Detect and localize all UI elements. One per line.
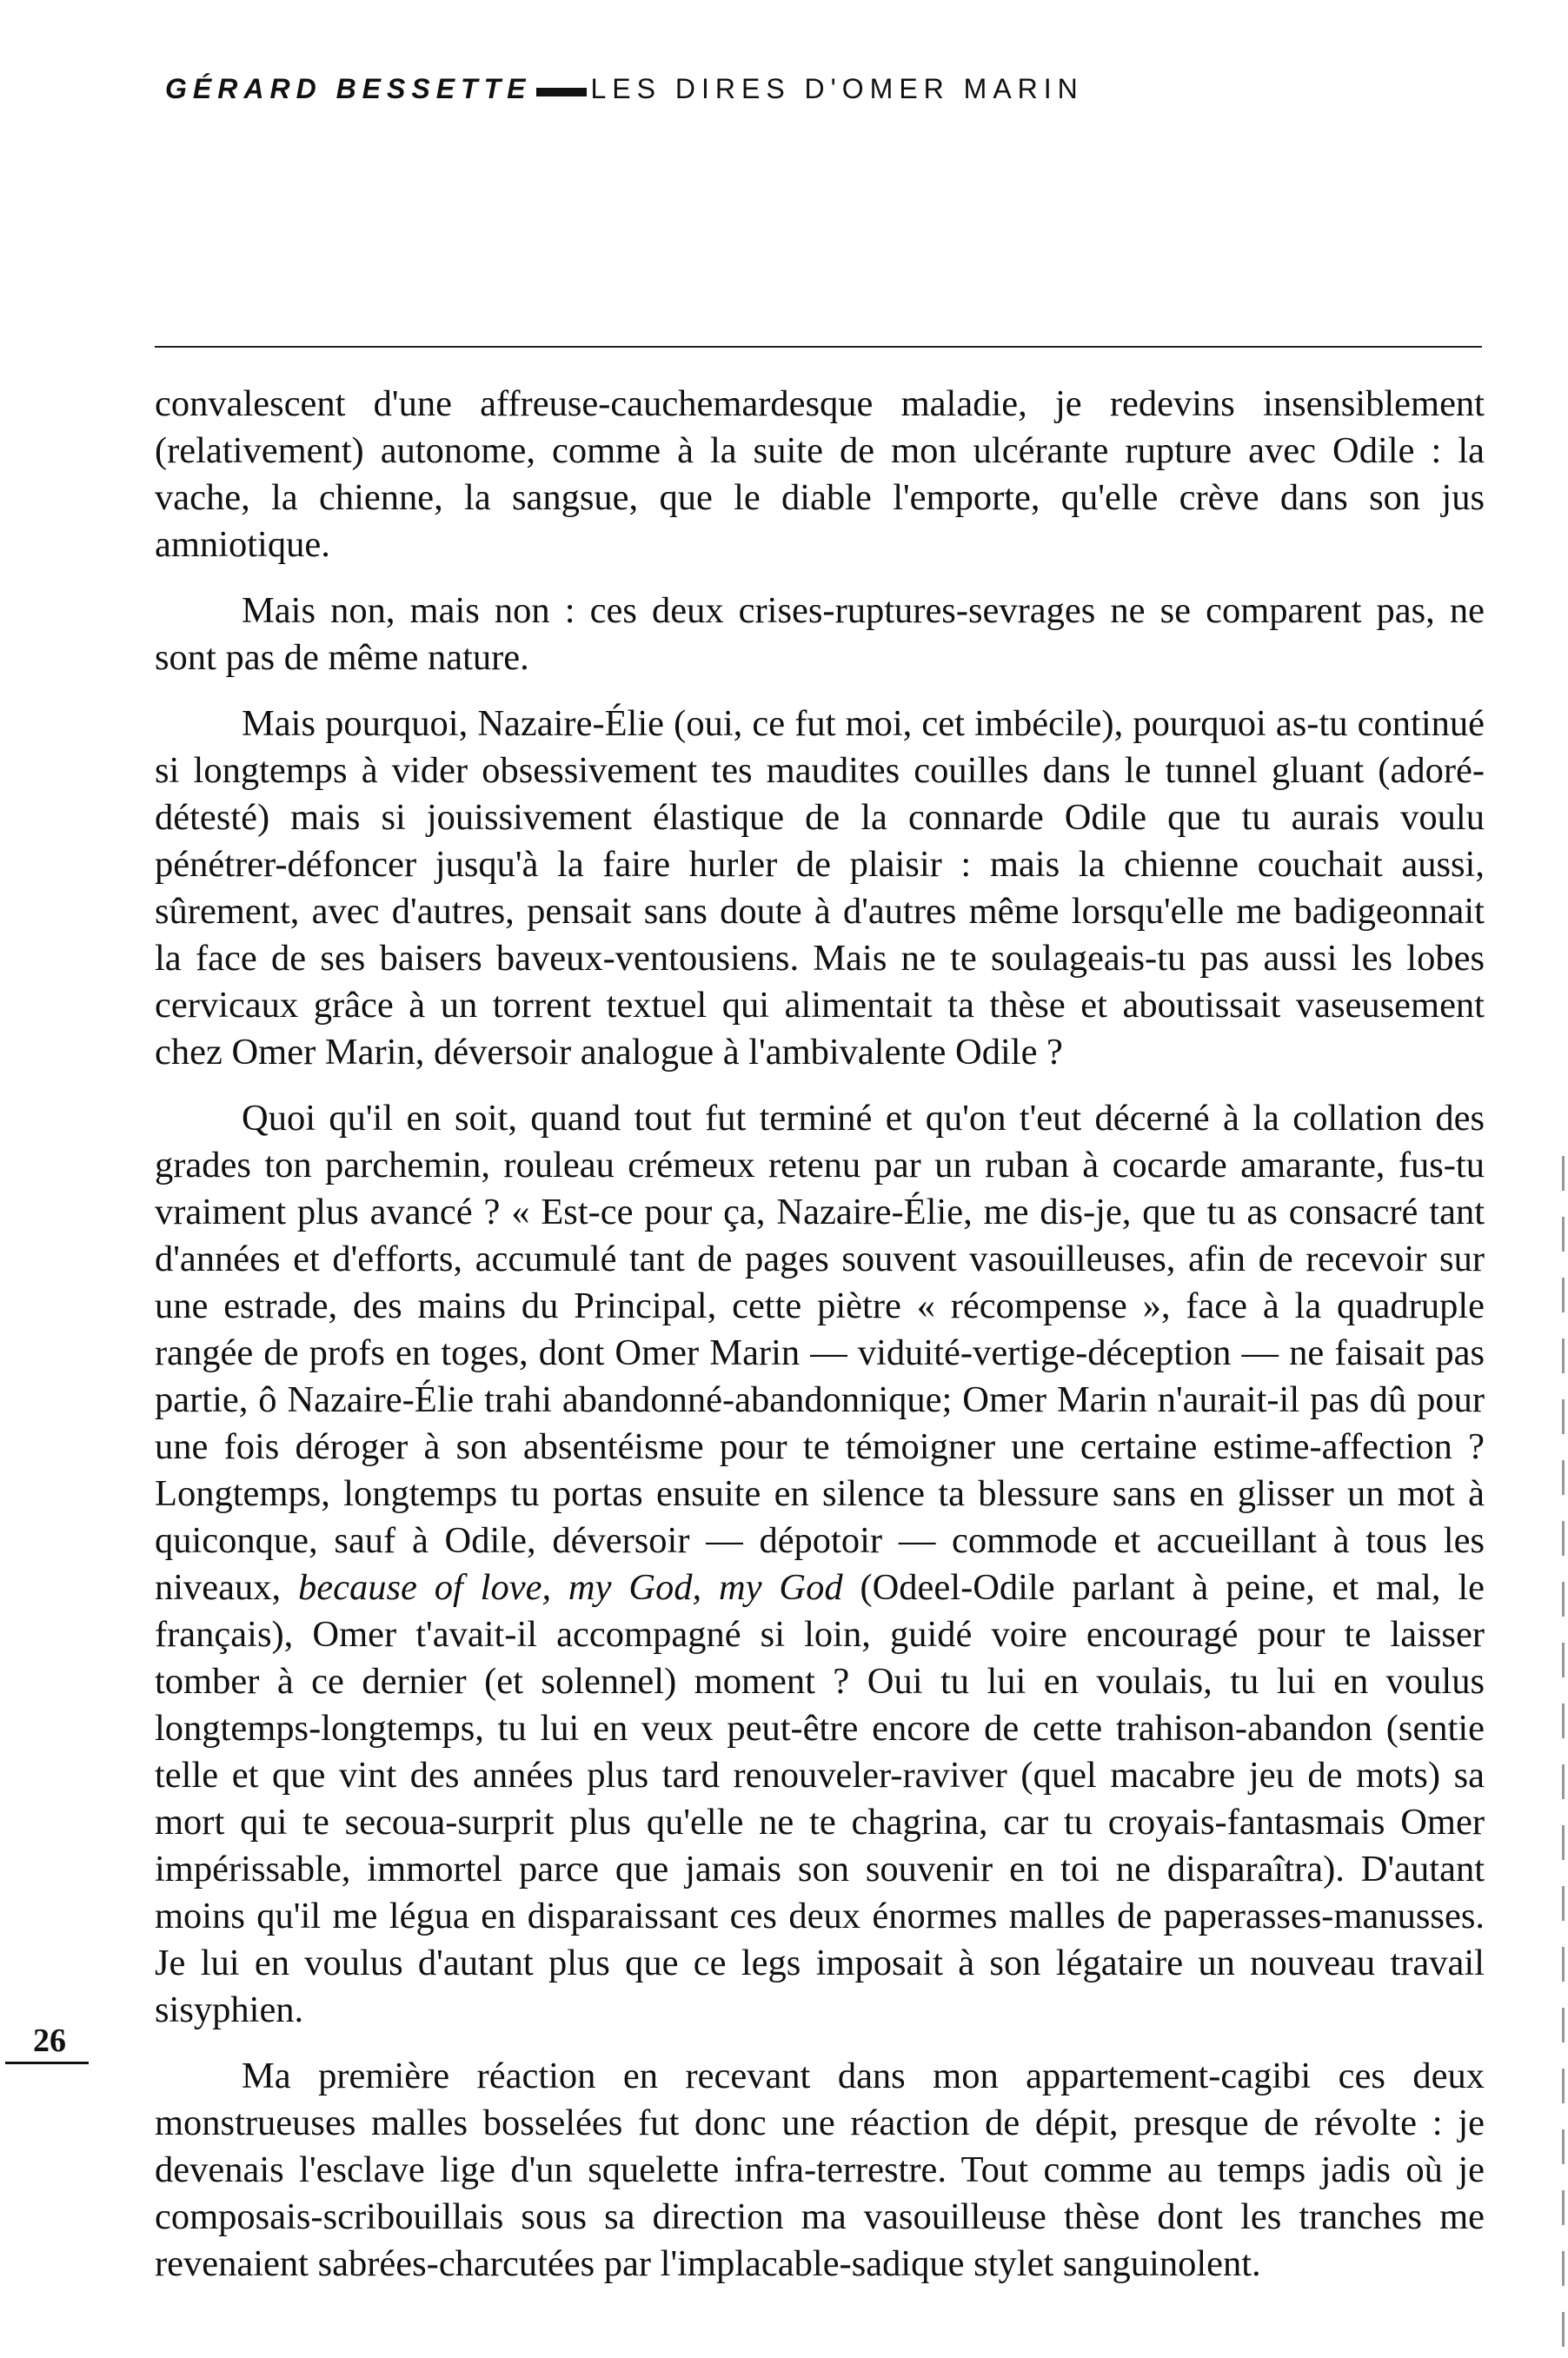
paragraph-4-part-1: Quoi qu'il en soit, quand tout fut terminé et qu'on t'eut décerné à la collation des grades ton parchemin, rouleau crémeux retenu par un ruban à cocarde amarante, fus-tu vraiment plus avancé ? « Est-ce pour ça, Nazaire-Élie, me dis-je, que tu as consacré tant d'années et d'efforts, accumulé tant de pages souvent vasouilleuses, afin de recevoir sur une estrade, des mains du Principal, cette piètre « récompense », face à la quadruple rangée de profs en toges, dont Omer Marin — viduité-vertige-déception — ne faisait pas partie, ô Nazaire-Élie trahi abandonné-abandonnique; Omer Marin n'aurait-il pas dû pour une fois déroger à son absentéisme pour te témoigner une certaine estime-affection ? Longtemps, longtemps tu portas ensuite en silence ta blessure sans en glisser un mot à quiconque, sauf à Odile, déversoir — dépotoir — commode et accueillant à tous les niveaux, [155,1098,1485,1608]
body-text [155,381,1485,2307]
paragraph-3: Mais pourquoi, Nazaire-Élie (oui, ce fut moi, cet imbécile), pourquoi as-tu continué si longtemps à vider obsessivement tes maudites couilles dans le tunnel gluant (adoré-détesté) mais si jouissivement élastique de la connarde Odile que tu aurais voulu pénétrer-défoncer jusqu'à la faire hurler de plaisir : mais la chienne couchait aussi, sûrement, avec d'autres, pensait sans doute à d'autres même lorsqu'elle me badigeonnait la face de ses baisers baveux-ventousiens. Mais ne te soulageais-tu pas aussi les lobes cervicaux grâce à un torrent textuel qui alimentait ta thèse et aboutissait vaseusement chez Omer Marin, déversoir analogue à l'ambivalente Odile ? [155,703,1485,1073]
header-rule [155,346,1482,348]
paragraph-4 [155,1095,1485,2034]
paragraph-1: convalescent d'une affreuse-cauchemardesque maladie, je redevins insensiblement (relativement) autonome, comme à la suite de mon ulcérante rupture avec Odile : la vache, la chienne, la sangsue, que le diable l'emporte, qu'elle crève dans son jus amniotique. [155,383,1485,565]
running-header [165,73,1084,105]
author-name: GÉRARD BESSETTE [165,73,532,104]
page-number: 26 [33,2023,66,2059]
page-edge-artifact [1562,1156,1565,2355]
page-number-rule [5,2062,89,2064]
header-separator [536,88,587,96]
paragraph-5: Ma première réaction en recevant dans mon appartement-cagibi ces deux monstrueuses malles bosselées fut donc une réaction de dépit, presque de révolte : je devenais l'esclave lige d'un squelette infra-terrestre. Tout comme au temps jadis où je composais-scribouillais sous sa direction ma vasouilleuse thèse dont les tranches me revenaient sabrées-charcutées par l'implacable-sadique stylet sanguinolent. [155,2056,1485,2284]
paragraph-2: Mais non, mais non : ces deux crises-ruptures-sevrages ne se comparent pas, ne sont pas de même nature. [155,590,1485,678]
book-title: LES DIRES D'OMER MARIN [590,73,1084,104]
english-quote: because of love, my God, my God [298,1567,843,1608]
paragraph-4-part-2: (Odeel-Odile parlant à peine, et mal, le français), Omer t'avait-il accompagné si loin, guidé voire encouragé pour te laisser tomber à ce dernier (et solennel) moment ? Oui tu lui en voulais, tu lui en voulus longtemps-longtemps, tu lui en veux peut-être encore de cette trahison-abandon (sentie telle et que vint des années plus tard renouveler-raviver (quel macabre jeu de mots) sa mort qui te secoua-surprit plus qu'elle ne te chagrina, car tu croyais-fantasmais Omer impérissable, immortel parce que jamais son souvenir en toi ne disparaîtra). D'autant moins qu'il me légua en disparaissant ces deux énormes malles de paperasses-manusses. Je lui en voulus d'autant plus que ce legs imposait à son légataire un nouveau travail sisyphien. [155,1567,1485,2030]
